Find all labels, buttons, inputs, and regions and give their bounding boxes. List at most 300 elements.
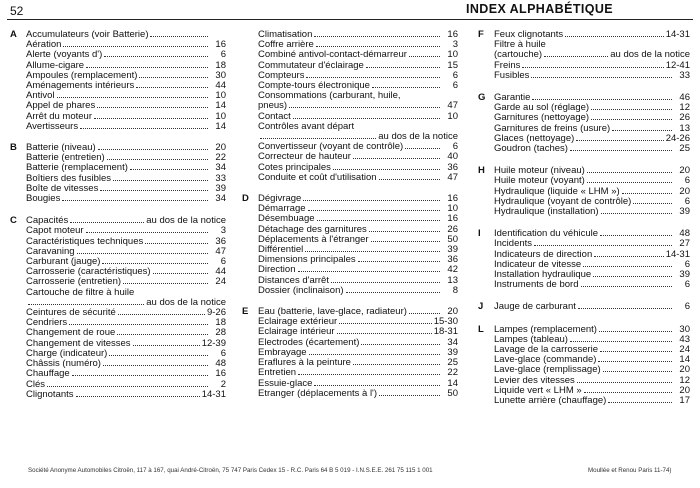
- index-entry: [26, 153, 226, 163]
- section-letter: C: [10, 215, 17, 227]
- index-entry: [494, 71, 690, 81]
- entry-page: 2: [220, 378, 226, 390]
- index-entry: [494, 61, 690, 71]
- index-entry: [494, 50, 690, 60]
- leader-dots: [305, 251, 440, 252]
- entry-page: 14-31: [665, 29, 690, 40]
- entry-page: 26: [447, 223, 458, 235]
- entry-page: 6: [684, 175, 690, 187]
- index-entry: [494, 197, 690, 207]
- entry-page: 27: [679, 238, 690, 250]
- leader-dots: [94, 118, 208, 119]
- header-rule: [7, 19, 693, 20]
- section-letter: G: [478, 92, 486, 104]
- entry-topic: Embrayage: [258, 347, 307, 358]
- leader-dots: [150, 36, 208, 37]
- leader-dots: [584, 392, 672, 393]
- index-entry: [258, 204, 458, 214]
- entry-topic: Cendriers: [26, 318, 68, 329]
- entry-page: 3: [452, 39, 458, 51]
- index-entry: [494, 260, 690, 270]
- leader-dots: [353, 364, 440, 365]
- index-entry: [494, 176, 690, 186]
- entry-page: 50: [447, 387, 458, 399]
- leader-dots: [118, 314, 205, 315]
- leader-dots: [598, 361, 672, 362]
- leader-dots: [109, 355, 208, 356]
- entry-page: 13: [679, 122, 690, 134]
- index-entry: [258, 358, 458, 368]
- entry-page: 18: [215, 317, 226, 329]
- leader-dots: [603, 371, 672, 372]
- index-section-f: [472, 30, 690, 81]
- index-section-b: [4, 143, 226, 204]
- entry-page: 34: [447, 336, 458, 348]
- entry-topic: Garde au sol (réglage): [494, 103, 590, 114]
- entry-topic: Aménagements intérieurs: [26, 81, 135, 92]
- entry-topic: pneus): [258, 101, 288, 112]
- entry-page: 18: [215, 59, 226, 71]
- entry-page: 24: [679, 344, 690, 356]
- entry-topic: Carrosserie (entretien): [26, 277, 122, 288]
- index-entry: [258, 348, 458, 358]
- leader-dots: [379, 179, 440, 180]
- leader-dots: [576, 140, 663, 141]
- entry-topic: Démarrage: [258, 204, 306, 215]
- index-entry: [494, 250, 690, 260]
- index-entry: [26, 122, 226, 132]
- entry-topic: Dégivrage: [258, 194, 302, 205]
- index-entry: [26, 339, 226, 349]
- index-entry: [258, 307, 458, 317]
- entry-topic: Indicateurs de direction: [494, 249, 593, 260]
- entry-page: 14-31: [201, 388, 226, 400]
- leader-dots: [346, 292, 440, 293]
- leader-dots: [371, 241, 440, 242]
- entry-page: 40: [447, 151, 458, 163]
- index-entry: [26, 194, 226, 204]
- entry-topic: Indicateur de vitesse: [494, 259, 582, 270]
- entry-topic: Arrêt du moteur: [26, 111, 92, 122]
- section-letter: L: [478, 323, 484, 335]
- entry-page: au dos de la notice: [610, 49, 690, 61]
- leader-dots: [62, 200, 208, 201]
- entry-topic: Caravaning: [26, 246, 75, 257]
- index-entry: [26, 143, 226, 153]
- index-entry: [26, 101, 226, 111]
- entry-topic: Carrosserie (caractéristiques): [26, 267, 151, 278]
- leader-dots: [130, 169, 208, 170]
- leader-dots: [534, 245, 672, 246]
- entry-page: 20: [215, 142, 226, 154]
- entry-page: 25: [447, 357, 458, 369]
- leader-dots: [599, 331, 672, 332]
- entry-page: 6: [684, 301, 690, 313]
- entry-list: [26, 143, 226, 204]
- entry-page: 36: [447, 161, 458, 173]
- entry-topic: Commutateur d'éclairage: [258, 60, 364, 71]
- index-entry: [258, 163, 458, 173]
- leader-dots: [531, 77, 672, 78]
- leader-dots: [622, 193, 672, 194]
- index-entry: [258, 338, 458, 348]
- leader-dots: [379, 395, 440, 396]
- entry-list: [258, 194, 458, 296]
- leader-dots: [612, 130, 672, 131]
- entry-topic: Batterie (niveau): [26, 143, 96, 154]
- entry-topic: Dimensions principales: [258, 255, 356, 266]
- leader-dots: [289, 107, 440, 108]
- entry-page: 12-41: [665, 59, 690, 71]
- entry-topic: Déplacements à l'étranger: [258, 234, 369, 245]
- entry-page: 10: [447, 110, 458, 122]
- index-entry: [26, 174, 226, 184]
- entry-topic: Eau (batterie, lave-glace, radiateur): [258, 307, 407, 318]
- leader-dots: [633, 203, 672, 204]
- entry-topic: Contrôles avant départ: [258, 121, 355, 132]
- index-section-g: [472, 93, 690, 154]
- entry-page: 6: [684, 195, 690, 207]
- leader-dots: [70, 222, 144, 223]
- leader-dots: [369, 231, 440, 232]
- index-entry: [258, 225, 458, 235]
- entry-topic: Contact: [258, 111, 291, 122]
- entry-page: 20: [679, 384, 690, 396]
- entry-topic: Boîtiers des fusibles: [26, 173, 112, 184]
- index-entry: [258, 265, 458, 275]
- entry-page: 48: [679, 228, 690, 240]
- footer-publisher: Société Anonyme Automobiles Citroën, 117 à 167, quai André-Citroën, 75 747 Paris Cedex 15 - R.C. Paris 64 B 5 019 - I.N.S.E.E. 261 75 115 1 001: [28, 467, 433, 474]
- section-letter: D: [242, 193, 249, 205]
- entry-topic: Goudron (taches): [494, 144, 568, 155]
- entry-topic: Désembuage: [258, 214, 315, 225]
- entry-page: 22: [447, 367, 458, 379]
- index-entry: [258, 389, 458, 399]
- index-entry: [26, 247, 226, 257]
- entry-page: 6: [220, 347, 226, 359]
- entry-list: [494, 229, 690, 290]
- index-entry: [26, 390, 226, 400]
- entry-page: 33: [679, 69, 690, 81]
- entry-topic: Étranger (déplacements à l'): [258, 388, 378, 399]
- entry-list: [494, 325, 690, 407]
- index-entry: [258, 152, 458, 162]
- entry-page: 14-31: [665, 248, 690, 260]
- entry-topic: Clés: [26, 379, 46, 390]
- index-entry: [258, 235, 458, 245]
- index-entry: [26, 257, 226, 267]
- index-entry: [26, 359, 226, 369]
- entry-page: 47: [215, 245, 226, 257]
- entry-list: [494, 93, 690, 154]
- entry-topic: Éclairage intérieur: [258, 327, 335, 338]
- entry-topic: Allume-cigare: [26, 60, 85, 71]
- leader-dots: [107, 159, 208, 160]
- index-entry: [258, 368, 458, 378]
- index-entry: [258, 81, 458, 91]
- index-entry: [494, 93, 690, 103]
- entry-page: 6: [452, 69, 458, 81]
- index-section-e: [236, 307, 458, 399]
- index-entry: [494, 355, 690, 365]
- page-number: 52: [10, 4, 24, 18]
- leader-dots: [544, 56, 608, 57]
- index-entry: [494, 124, 690, 134]
- entry-page: 8: [452, 284, 458, 296]
- entry-topic: Électrodes (écartement): [258, 337, 360, 348]
- entry-topic: Compte-tours électronique: [258, 81, 370, 92]
- entry-topic: Liquide vert « LHM »: [494, 385, 582, 396]
- index-entry: [258, 286, 458, 296]
- entry-topic: Garnitures de freins (usure): [494, 123, 611, 134]
- entry-page: 39: [447, 346, 458, 358]
- index-section-h: [472, 166, 690, 217]
- index-column-3: [472, 30, 690, 406]
- index-entry: [494, 134, 690, 144]
- entry-topic: Identification du véhicule: [494, 229, 599, 240]
- leader-dots: [145, 243, 208, 244]
- index-entry: [26, 318, 226, 328]
- leader-dots: [72, 375, 208, 376]
- leader-dots: [309, 354, 440, 355]
- entry-topic: Incidents: [494, 239, 533, 250]
- entry-topic: Hydraulique (liquide « LHM »): [494, 186, 620, 197]
- entry-page: 39: [679, 206, 690, 218]
- index-entry: [494, 229, 690, 239]
- index-entry: [258, 61, 458, 71]
- entry-page: 47: [447, 100, 458, 112]
- leader-dots: [587, 172, 672, 173]
- entry-page: 3: [220, 225, 226, 237]
- index-entry: [494, 187, 690, 197]
- entry-page: 14: [215, 100, 226, 112]
- entry-topic: Bougies: [26, 194, 61, 205]
- leader-dots: [260, 138, 376, 139]
- entry-page: 16: [447, 213, 458, 225]
- index-entry: [494, 302, 690, 312]
- entry-topic: Cotes principales: [258, 162, 331, 173]
- leader-dots: [358, 261, 440, 262]
- leader-dots: [600, 235, 672, 236]
- entry-topic: Chauffage: [26, 369, 70, 380]
- leader-dots: [583, 266, 672, 267]
- section-letter: J: [478, 301, 484, 313]
- leader-dots: [578, 308, 672, 309]
- leader-dots: [103, 365, 208, 366]
- entry-page: 47: [447, 171, 458, 183]
- index-entry: [494, 144, 690, 154]
- leader-dots: [80, 128, 208, 129]
- index-entry: [26, 237, 226, 247]
- index-entry: [26, 277, 226, 287]
- entry-topic: Antivol: [26, 91, 55, 102]
- index-entry: [258, 40, 458, 50]
- entry-topic: Garnitures (nettoyage): [494, 113, 590, 124]
- leader-dots: [570, 150, 672, 151]
- entry-topic: Levier des vitesses: [494, 375, 575, 386]
- index-entry: [26, 308, 226, 318]
- entry-page: 42: [447, 264, 458, 276]
- entry-page: 28: [215, 327, 226, 339]
- entry-topic: Accumulateurs (voir Batterie): [26, 30, 149, 40]
- leader-dots: [102, 263, 208, 264]
- leader-dots: [298, 271, 441, 272]
- entry-topic: Détachage des garnitures: [258, 224, 367, 235]
- entry-list: [26, 216, 226, 400]
- entry-topic: Capot moteur: [26, 226, 84, 237]
- leader-dots: [139, 77, 208, 78]
- index-entry: [494, 335, 690, 345]
- entry-page: 16: [215, 368, 226, 380]
- section-letter: A: [10, 29, 17, 40]
- entry-page: au dos de la notice: [378, 131, 458, 143]
- entry-topic: Ceintures de sécurité: [26, 308, 116, 319]
- entry-topic: Jauge de carburant: [494, 302, 576, 313]
- leader-dots: [372, 87, 440, 88]
- entry-page: 34: [215, 193, 226, 205]
- index-entry: [494, 396, 690, 406]
- entry-topic: Freins: [494, 60, 521, 71]
- entry-page: 6: [452, 141, 458, 153]
- leader-dots: [117, 334, 208, 335]
- index-section-d: [236, 194, 458, 296]
- index-entry: [494, 386, 690, 396]
- leader-dots: [104, 56, 208, 57]
- entry-page: 20: [679, 185, 690, 197]
- index-entry: [26, 81, 226, 91]
- index-entry: [494, 113, 690, 123]
- leader-dots: [522, 67, 663, 68]
- entry-page: au dos de la notice: [146, 296, 226, 308]
- leader-dots: [76, 396, 200, 397]
- index-entry: [258, 214, 458, 224]
- entry-page: 36: [447, 254, 458, 266]
- entry-topic: Aération: [26, 40, 62, 51]
- entry-topic: Changement de roue: [26, 328, 116, 339]
- index-entry: [26, 267, 226, 277]
- entry-topic: Climatisation: [258, 30, 313, 40]
- leader-dots: [593, 276, 672, 277]
- entry-topic: Avertisseurs: [26, 121, 79, 132]
- leader-dots: [314, 36, 440, 37]
- entry-page: 50: [447, 233, 458, 245]
- index-entry: [258, 317, 458, 327]
- index-entry: [494, 239, 690, 249]
- section-letter: F: [478, 29, 484, 40]
- index-entry: [494, 280, 690, 290]
- entry-page: 16: [447, 29, 458, 40]
- leader-dots: [594, 256, 663, 257]
- index-entry: [26, 184, 226, 194]
- entry-topic: Batterie (remplacement): [26, 163, 128, 174]
- index-entry: [26, 216, 226, 226]
- entry-list: [494, 30, 690, 81]
- entry-topic: Alerte (voyants d'): [26, 50, 103, 61]
- entry-page: 6: [452, 80, 458, 92]
- section-letter: I: [478, 228, 481, 240]
- leader-dots: [306, 77, 440, 78]
- entry-page: 12: [679, 102, 690, 114]
- leader-dots: [317, 220, 440, 221]
- entry-topic: Capacités: [26, 216, 69, 227]
- entry-page: 24: [215, 276, 226, 288]
- entry-page: 39: [447, 244, 458, 256]
- leader-dots: [308, 210, 440, 211]
- index-entry: [26, 50, 226, 60]
- entry-page: 15-30: [433, 316, 458, 328]
- leader-dots: [570, 341, 672, 342]
- leader-dots: [331, 282, 440, 283]
- index-entry: [26, 30, 226, 40]
- entry-page: 16: [215, 39, 226, 51]
- entry-topic: Essuie-glace: [258, 378, 313, 389]
- index-entry: [494, 325, 690, 335]
- leader-dots: [339, 323, 431, 324]
- entry-page: 12: [679, 374, 690, 386]
- index-section-i: [472, 229, 690, 290]
- entry-page: 6: [684, 258, 690, 270]
- index-entry: [494, 207, 690, 217]
- entry-topic: Dossier (inclinaison): [258, 285, 344, 296]
- leader-dots: [316, 46, 440, 47]
- entry-topic: Entretien: [258, 368, 297, 379]
- entry-page: 33: [215, 172, 226, 184]
- index-section-c: [4, 216, 226, 400]
- leader-dots: [97, 107, 208, 108]
- entry-topic: Châssis (numéro): [26, 359, 101, 370]
- entry-topic: Distances d'arrêt: [258, 275, 329, 286]
- index-entry: [258, 112, 458, 122]
- leader-dots: [337, 333, 432, 334]
- leader-dots: [366, 67, 440, 68]
- entry-page: 36: [215, 235, 226, 247]
- entry-topic: Feux clignotants: [494, 30, 564, 40]
- entry-page: 26: [679, 112, 690, 124]
- leader-dots: [333, 169, 440, 170]
- entry-page: 10: [447, 49, 458, 61]
- entry-topic: Ampoules (remplacement): [26, 70, 138, 81]
- entry-page: 20: [679, 364, 690, 376]
- entry-page: 44: [215, 80, 226, 92]
- entry-topic: Lave-glace (remplissage): [494, 365, 601, 376]
- index-entry: [26, 298, 226, 308]
- entry-topic: Carburant (jauge): [26, 257, 101, 268]
- index-section-j: [472, 302, 690, 312]
- entry-topic: Batterie (entretien): [26, 153, 105, 164]
- index-section-a: [4, 30, 226, 132]
- index-entry: [258, 71, 458, 81]
- index-entry: [26, 369, 226, 379]
- leader-dots: [77, 253, 208, 254]
- index-section-continued: [236, 30, 458, 183]
- index-entry: [26, 163, 226, 173]
- entry-list: [26, 30, 226, 132]
- entry-topic: Différentiel: [258, 245, 304, 256]
- leader-dots: [57, 97, 208, 98]
- index-entry: [258, 173, 458, 183]
- leader-dots: [409, 56, 440, 57]
- leader-dots: [361, 344, 440, 345]
- entry-page: 14: [215, 120, 226, 132]
- entry-topic: Filtre à huile: [494, 40, 546, 51]
- index-entry: [26, 40, 226, 50]
- entry-topic: Éraflures à la peinture: [258, 358, 351, 369]
- section-letter: B: [10, 142, 17, 154]
- entry-page: 6: [220, 49, 226, 61]
- entry-page: 6: [684, 279, 690, 291]
- index-entry: [258, 327, 458, 337]
- entry-page: 10: [215, 110, 226, 122]
